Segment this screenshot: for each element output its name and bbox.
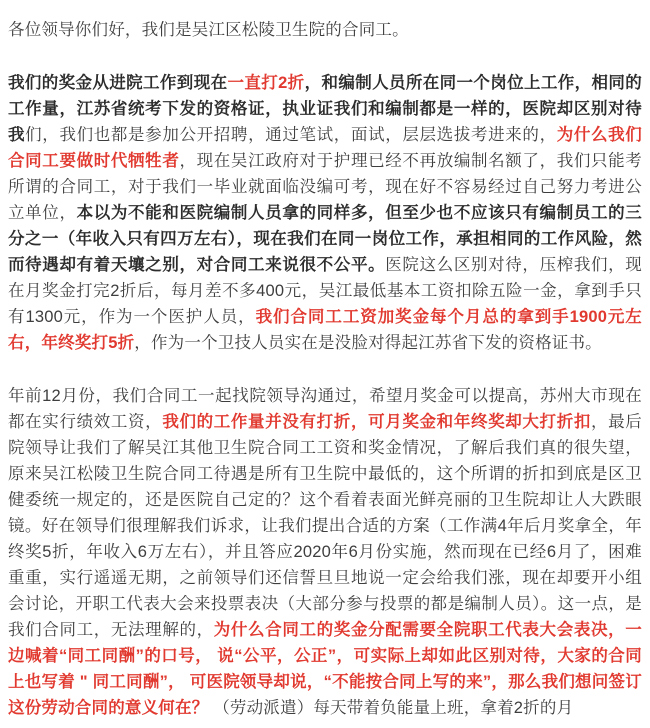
text-run: ，作为一个卫技人员实在是没脸对得起江苏省下发的资格证书。 (134, 334, 602, 352)
text-run: 医院这么区别对待，压榨我们，现在月奖金打完2折后，每月差不多400元，吴江最低基本工资扣除五险一金，拿到手只有1300元，作为一个医护人员， (8, 256, 643, 326)
text-run: 各位领导你们好，我们是吴江区松陵卫生院的合同工。 (8, 21, 409, 39)
paragraph (8, 70, 642, 356)
text-run: 们，我们也都是参加公开招聘，通过笔试，面试，层层选拔考进来的， (25, 126, 557, 144)
text-run: 我们的奖金从进院工作到现在 (8, 74, 228, 92)
text-run: ，现在吴江政府对于护理已经不再放编制名额了，我们只能考所谓的合同工，对于我们一毕业就面临没编可考，现在好不容易经过自己努力考进公立单位， (8, 152, 643, 222)
text-run: 我们的工作量并没有打折，可月奖金和年终奖却大打折扣 (162, 413, 591, 431)
text-run: （劳动派遣）每天带着负能量上班，拿着2折的月 (208, 699, 574, 717)
text-run: ，和编制人员所在同一个岗位上工作，相同的工作量，江苏省统考下发的资格证，执业证我们和编制都是一样的，医院却区别对待我 (8, 74, 643, 144)
paragraph (8, 383, 642, 721)
paragraph (8, 17, 642, 43)
text-run: 为什么我们合同工要做时代牺牲者 (8, 126, 643, 170)
text-run: 一直打2折 (227, 74, 305, 92)
text-run: ，最后院领导让我们了解吴江其他卫生院合同工工资和奖金情况，了解后我们真的很失望，原来吴江松陵卫生院合同工待遇是所有卫生院中最低的，这个所谓的折扣到底是区卫健委统一规定的，还是医院自己定的？这个看着表面光鲜亮丽的卫生院却让人大跌眼镜。好在领导们很理解我们诉求，让我们提出合适的方案（工作满4年后月奖拿全，年终奖5折，年收入6万左右），并且答应2020年6月份实施，然而现在已经6月了，困难重重，实行遥遥无期，之前领导们还信誓旦旦地说一定会给我们涨，现在却要开小组会讨论，开职工代表大会来投票表决（大部分参与投票的都是编制人员）。这一点，是我们合同工，无法理解的， (8, 413, 642, 639)
text-run: 年前12月份，我们合同工一起找院领导沟通过，希望月奖金可以提高，苏州大市现在都在实行绩效工资， (8, 387, 642, 431)
text-run: 我们合同工工资加奖金每个月总的拿到手1900元左右，年终奖打5折 (8, 308, 642, 352)
text-run: 本以为不能和医院编制人员拿的同样多，但至少也不应该只有编制员工的三分之一（年收入只有四万左右），现在我们在同一岗位工作，承担相同的工作风险，然而待遇却有着天壤之别，对合同工来说很不公平。 (8, 204, 642, 274)
text-run: 为什么合同工的奖金分配需要全院职工代表大会表决，一边喊着“同工同酬”的口号， 说“公平，公正”，可实际上却如此区别对待，大家的合同上也写着 " 同工同酬”， 可医院领导却说，“不能按合同上写的来”，那么我们想问签订这份劳动合同的意义何在？ (8, 621, 642, 717)
